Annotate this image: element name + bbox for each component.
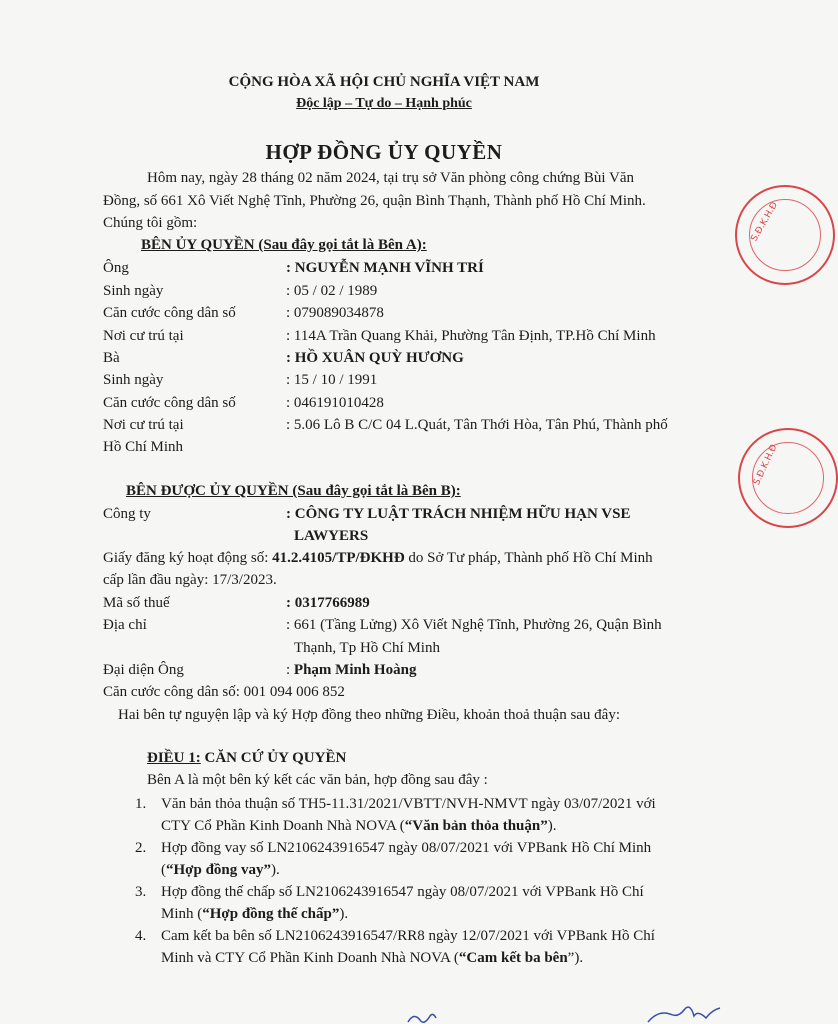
agreement-statement: Hai bên tự nguyện lập và ký Hợp đồng theo những Điều, khoản thoả thuận sau đây: [118, 707, 621, 723]
party-a-value-3: : 114A Trần Quang Khải, Phường Tân Định, TP.Hồ Chí Minh [286, 328, 656, 344]
list-item-line-2 [161, 862, 280, 879]
list-item-text: ”). [567, 950, 584, 966]
company-name-line-2: LAWYERS [294, 528, 369, 544]
license-line-2: cấp lần đầu ngày: 17/3/2023. [103, 572, 277, 588]
list-item-line-2 [161, 906, 348, 923]
party-a-label-6: Căn cước công dân số [103, 395, 236, 411]
party-a-value-5: : 15 / 10 / 1991 [286, 372, 378, 388]
party-a-label-3: Nơi cư trú tại [103, 328, 184, 344]
list-item-text: Minh và CTY Cổ Phần Kinh Doanh Nhà NOVA ( [161, 950, 459, 966]
tax-label: Mã số thuế [103, 595, 170, 611]
motto: Độc lập – Tự do – Hạnh phúc [296, 96, 472, 111]
party-a-address-cont: Hồ Chí Minh [103, 439, 184, 455]
list-item-line-2 [161, 950, 583, 967]
list-item-number: 4. [135, 928, 147, 944]
signature-stroke-left [408, 1014, 436, 1022]
representative-value [286, 662, 416, 679]
company-label: Công ty [103, 506, 151, 522]
list-item-number: 2. [135, 840, 147, 856]
signature-stroke-right [648, 1007, 720, 1022]
party-a-value-1: : 05 / 02 / 1989 [286, 283, 378, 299]
list-item-number: 3. [135, 884, 147, 900]
party-a-label-5: Sinh ngày [103, 372, 164, 388]
party-a-label-2: Căn cước công dân số [103, 305, 236, 321]
list-item-text: Minh ( [161, 906, 203, 922]
list-item-line-1: Văn bản thỏa thuận số TH5-11.31/2021/VBTT/NVH-NMVT ngày 03/07/2021 với [161, 796, 656, 812]
list-item-line-1: Hợp đồng thế chấp số LN2106243916547 ngày 08/07/2021 với VPBank Hồ Chí [161, 884, 644, 900]
document-title: HỢP ĐỒNG ỦY QUYỀN [265, 140, 503, 164]
address-line-2: Thạnh, Tp Hồ Chí Minh [294, 640, 440, 656]
party-a-value-7: : 5.06 Lô B C/C 04 L.Quát, Tân Thới Hòa, Tân Phú, Thành phố [286, 417, 668, 433]
party-b-heading: BÊN ĐƯỢC ỦY QUYỀN (Sau đây gọi tắt là Bên B): [126, 483, 461, 499]
representative-label: Đại diện Ông [103, 662, 184, 678]
party-a-heading: BÊN ỦY QUYỀN (Sau đây gọi tắt là Bên A): [141, 237, 427, 253]
address-line-1: : 661 (Tầng Lửng) Xô Viết Nghệ Tĩnh, Phường 26, Quận Bình [286, 617, 662, 633]
list-item-text: ). [271, 862, 280, 878]
list-item-line-2 [161, 818, 556, 835]
stamp-lettering: S.Đ.K.H.Đ [752, 443, 780, 487]
party-a-value-0: : NGUYỄN MẠNH VĨNH TRÍ [286, 260, 484, 276]
list-item-defined-term: “Hợp đồng thế chấp” [202, 906, 340, 922]
article-1-heading [147, 750, 346, 767]
intro-line-3: Chúng tôi gồm: [103, 215, 198, 231]
address-label: Địa chỉ [103, 617, 147, 633]
article-1-number: ĐIỀU 1: [147, 750, 201, 766]
national-title: CỘNG HÒA XÃ HỘI CHỦ NGHĨA VIỆT NAM [228, 74, 540, 90]
representative-id: Căn cước công dân số: 001 094 006 852 [103, 684, 345, 700]
party-a-value-6: : 046191010428 [286, 395, 384, 411]
red-stamp-top [735, 185, 835, 285]
list-item-defined-term: “Cam kết ba bên [458, 950, 568, 966]
tax-value: : 0317766989 [286, 595, 370, 611]
list-item-defined-term: “Hợp đồng vay” [166, 862, 271, 878]
list-item-text: ). [339, 906, 349, 922]
representative-name: Phạm Minh Hoàng [293, 662, 417, 678]
article-1-title: CĂN CỨ ỦY QUYỀN [200, 750, 347, 766]
red-stamp-middle [738, 428, 838, 528]
list-item-text: ). [547, 818, 557, 834]
list-item-number: 1. [135, 796, 147, 812]
article-1-intro: Bên A là một bên ký kết các văn bản, hợp đồng sau đây : [147, 772, 488, 788]
intro-line-1: Hôm nay, ngày 28 tháng 02 năm 2024, tại trụ sở Văn phòng công chứng Bùi Văn [147, 170, 634, 186]
list-item-line-1: Cam kết ba bên số LN2106243916547/RR8 ngày 12/07/2021 với VPBank Hồ Chí [161, 928, 655, 944]
party-a-label-7: Nơi cư trú tại [103, 417, 184, 433]
list-item-defined-term: “Văn bản thỏa thuận” [404, 818, 548, 834]
license-suffix: do Sở Tư pháp, Thành phố Hồ Chí Minh [404, 550, 653, 566]
party-a-label-4: Bà [103, 350, 120, 366]
license-line-1 [103, 550, 653, 567]
party-a-label-1: Sinh ngày [103, 283, 164, 299]
list-item-text: ( [161, 862, 166, 878]
list-item-line-1: Hợp đồng vay số LN2106243916547 ngày 08/07/2021 với VPBank Hồ Chí Minh [161, 840, 652, 856]
party-a-label-0: Ông [103, 260, 129, 276]
list-item-text: CTY Cổ Phần Kinh Doanh Nhà NOVA ( [161, 818, 405, 834]
party-a-value-4: : HỒ XUÂN QUỲ HƯƠNG [286, 350, 464, 366]
company-name-line-1: : CÔNG TY LUẬT TRÁCH NHIỆM HỮU HẠN VSE [286, 506, 631, 522]
signature-marks [0, 1000, 768, 1024]
intro-line-2: Đồng, số 661 Xô Viết Nghệ Tĩnh, Phường 26, quận Bình Thạnh, Thành phố Hồ Chí Minh. [103, 193, 646, 209]
party-a-value-2: : 079089034878 [286, 305, 384, 321]
license-prefix: Giấy đăng ký hoạt động số: [103, 550, 273, 566]
stamp-lettering: S.Đ.K.H.Đ [749, 200, 781, 244]
license-number: 41.2.4105/TP/ĐKHĐ [272, 550, 405, 566]
representative-colon: : [286, 662, 294, 678]
